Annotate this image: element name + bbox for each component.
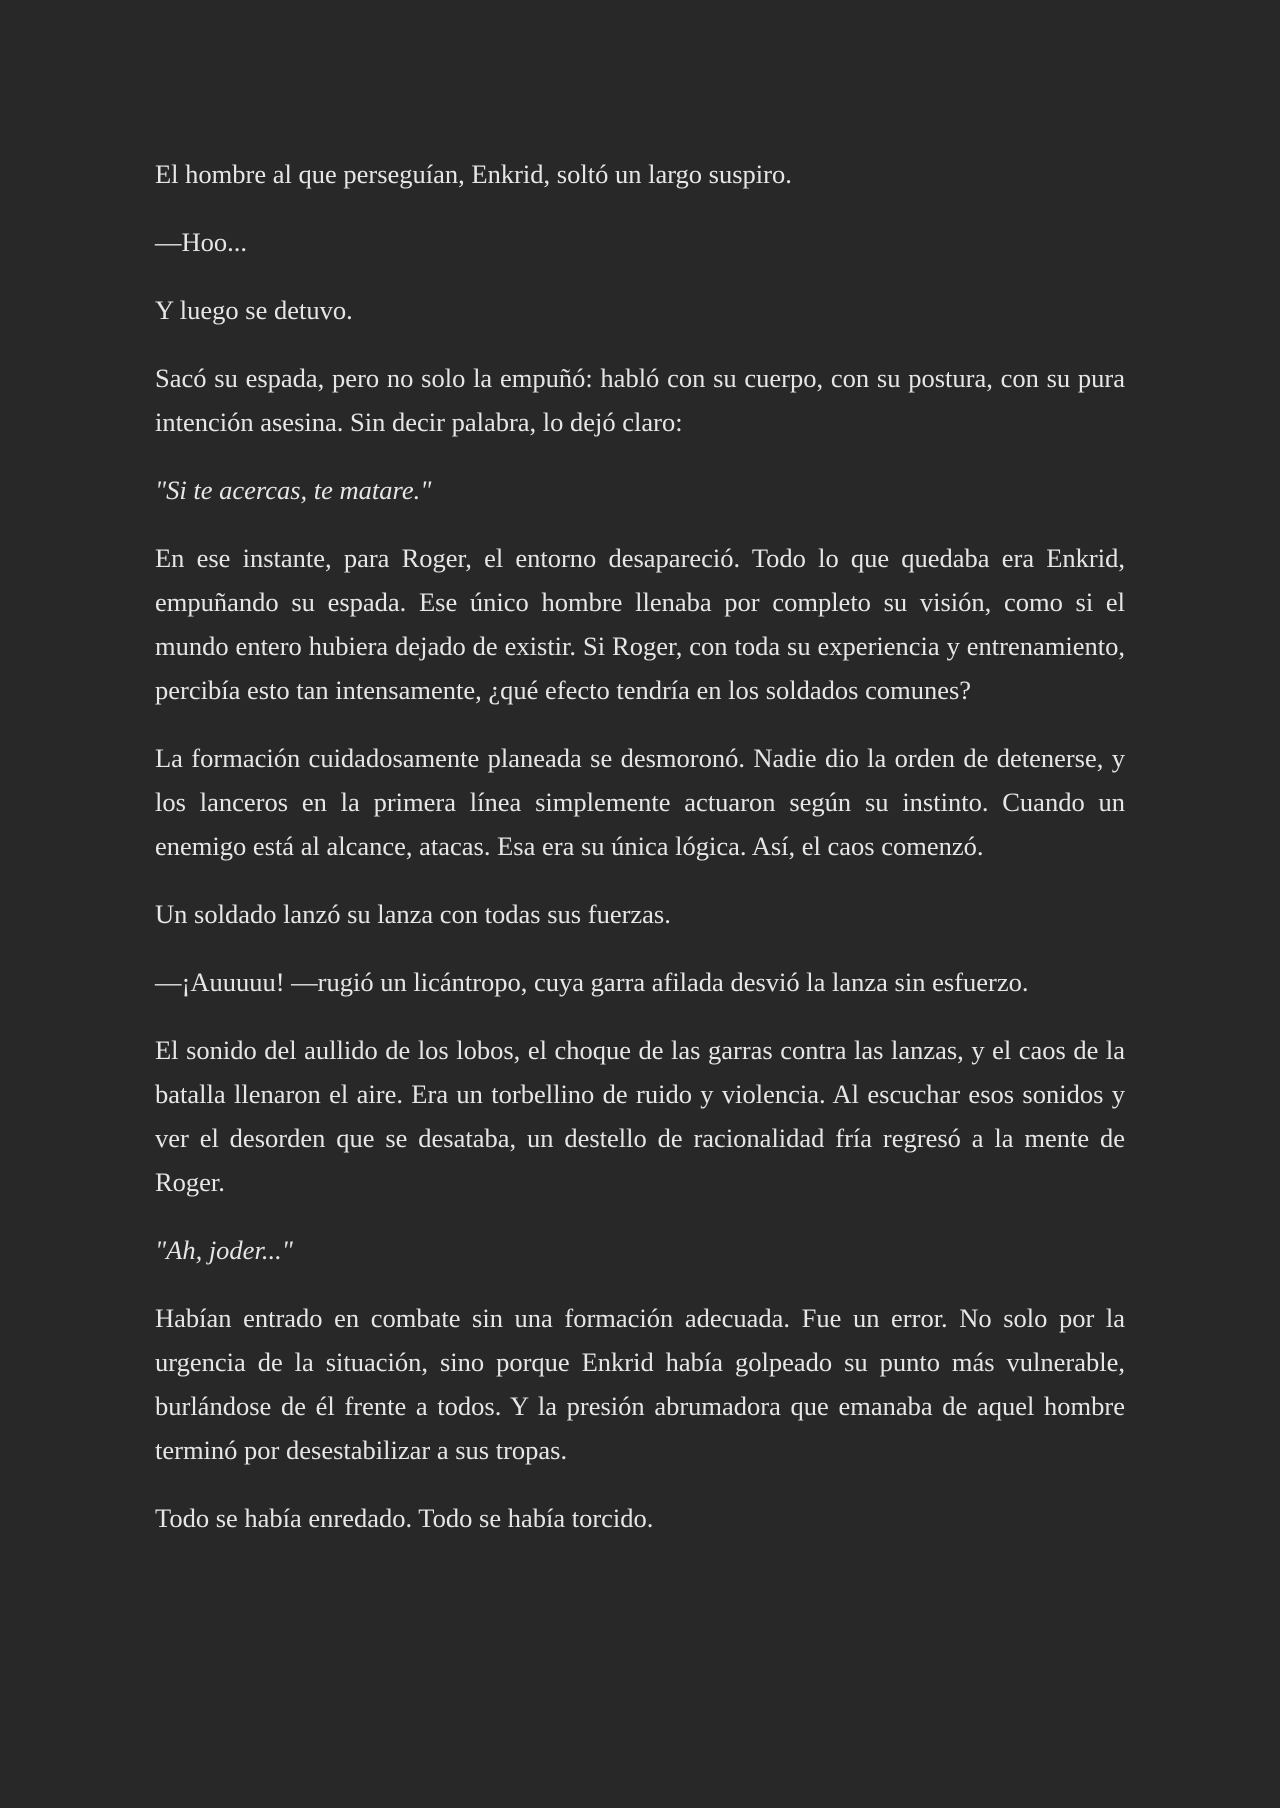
paragraph: Sacó su espada, pero no solo la empuñó: habló con su cuerpo, con su postura, con su pura intención asesina. Sin decir palabra, lo dejó claro: bbox=[155, 363, 1125, 437]
thought-paragraph: "Ah, joder..." bbox=[155, 1235, 293, 1265]
paragraph: El sonido del aullido de los lobos, el choque de las garras contra las lanzas, y el caos de la batalla llenaron el aire. Era un torbellino de ruido y violencia. Al escuchar esos sonidos y ver el desorden que se desataba, un destello de racionalidad fría regresó a la mente de Roger. bbox=[155, 1035, 1125, 1197]
paragraph: —Hoo... bbox=[155, 227, 248, 257]
paragraph: Un soldado lanzó su lanza con todas sus fuerzas. bbox=[155, 899, 671, 929]
paragraph: —¡Auuuuu! —rugió un licántropo, cuya garra afilada desvió la lanza sin esfuerzo. bbox=[155, 967, 1029, 997]
chapter-text bbox=[155, 152, 1125, 1540]
paragraph: Todo se había enredado. Todo se había torcido. bbox=[155, 1503, 654, 1533]
paragraph: La formación cuidadosamente planeada se desmoronó. Nadie dio la orden de detenerse, y los lanceros en la primera línea simplemente actuaron según su instinto. Cuando un enemigo está al alcance, atacas. Esa era su única lógica. Así, el caos comenzó. bbox=[155, 743, 1125, 861]
paragraph: Y luego se detuvo. bbox=[155, 295, 353, 325]
thought-paragraph: "Si te acercas, te matare." bbox=[155, 475, 432, 505]
paragraph: El hombre al que perseguían, Enkrid, soltó un largo suspiro. bbox=[155, 159, 792, 189]
paragraph: En ese instante, para Roger, el entorno desapareció. Todo lo que quedaba era Enkrid, empuñando su espada. Ese único hombre llenaba por completo su visión, como si el mundo entero hubiera dejado de existir. Si Roger, con toda su experiencia y entrenamiento, percibía esto tan intensamente, ¿qué efecto tendría en los soldados comunes? bbox=[155, 543, 1125, 705]
paragraph: Habían entrado en combate sin una formación adecuada. Fue un error. No solo por la urgencia de la situación, sino porque Enkrid había golpeado su punto más vulnerable, burlándose de él frente a todos. Y la presión abrumadora que emanaba de aquel hombre terminó por desestabilizar a sus tropas. bbox=[155, 1303, 1125, 1465]
